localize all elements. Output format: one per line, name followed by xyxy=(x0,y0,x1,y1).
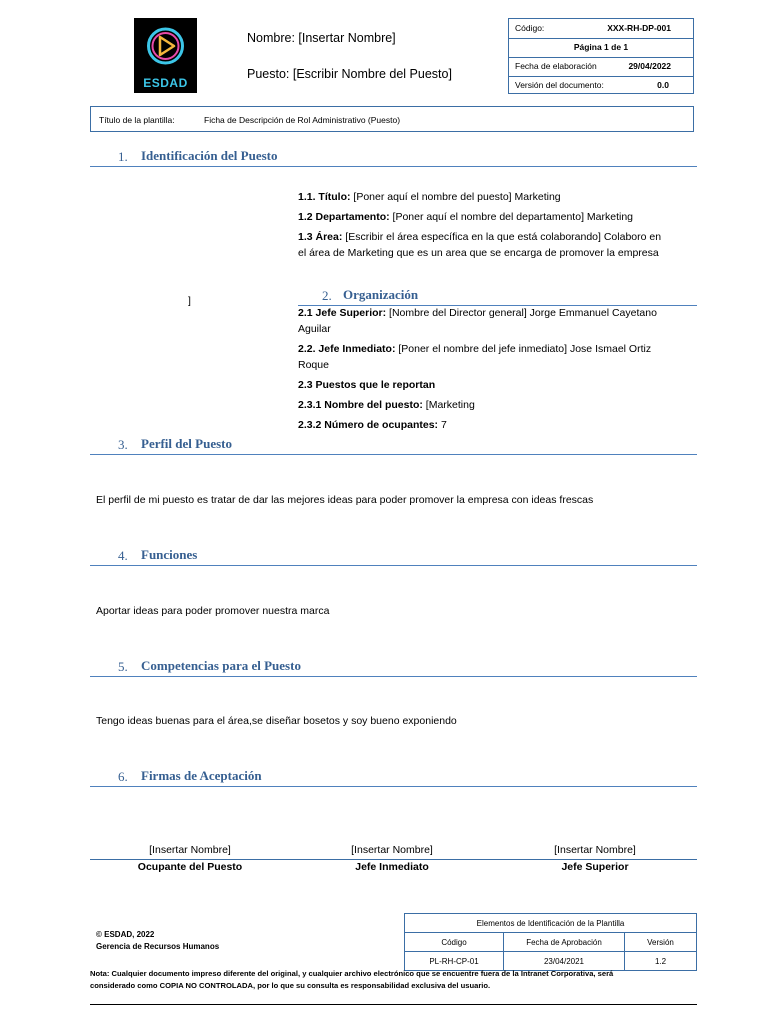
table-header-version: Versión xyxy=(625,933,697,952)
play-logo-icon xyxy=(134,18,197,78)
departamento-value: [Poner aquí el nombre del departamento] Marketing xyxy=(389,211,634,223)
table-cell-fecha: 23/04/2021 xyxy=(504,952,625,971)
jefe-superior-value: [Nombre del Director general] Jorge Emmanuel Cayetano xyxy=(386,307,657,319)
titulo-value: [Poner aquí el nombre del puesto] Marketing xyxy=(350,191,561,203)
perfil-text: El perfil de mi puesto es tratar de dar las mejores ideas para poder promover la empresa con ideas frescas xyxy=(96,494,594,506)
ocupantes-value: 7 xyxy=(438,419,447,431)
departamento-label: 1.2 Departamento: xyxy=(298,211,390,223)
jefe-superior-label: 2.1 Jefe Superior: xyxy=(298,307,387,319)
firma-superior-nombre: [Insertar Nombre] xyxy=(554,844,636,856)
nota-line2: considerado como COPIA NO CONTROLADA, por lo que su consulta es responsabilidad exclusiva del usuario. xyxy=(90,981,491,990)
footer-note xyxy=(90,968,697,992)
fecha-value: 29/04/2022 xyxy=(628,61,671,71)
gerencia: Gerencia de Recursos Humanos xyxy=(96,942,220,951)
bottom-divider xyxy=(90,1004,697,1005)
puestos-reportan: 2.3 Puestos que le reportan xyxy=(298,379,436,391)
footer-company xyxy=(96,929,219,953)
section-number: 5. xyxy=(118,659,128,674)
titulo-label: 1.1. Título: xyxy=(298,191,351,203)
codigo-label: Código: xyxy=(515,23,545,33)
nombre-puesto-label: 2.3.1 Nombre del puesto: xyxy=(298,399,423,411)
identificacion-content xyxy=(298,189,698,261)
section-5-heading xyxy=(90,658,697,677)
company-logo xyxy=(134,18,197,93)
document-meta-box xyxy=(508,18,694,94)
section-4-heading xyxy=(90,547,697,566)
jefe-inmediato-value: [Poner el nombre del jefe inmediato] Jose Ismael Ortiz xyxy=(395,343,652,355)
firma-ocupante-nombre: [Insertar Nombre] xyxy=(149,844,231,856)
area-value-line2: el área de Marketing que es un area que se encarga de promover la empresa xyxy=(298,247,659,259)
nombre-puesto-value: [Marketing xyxy=(422,399,475,411)
version-label: Versión del documento: xyxy=(515,80,604,90)
codigo-value: XXX-RH-DP-001 xyxy=(607,23,671,33)
stray-bracket: ] xyxy=(188,295,191,307)
section-number: 1. xyxy=(118,149,128,164)
ocupantes-label: 2.3.2 Número de ocupantes: xyxy=(298,419,439,431)
version-value: 0.0 xyxy=(657,80,669,90)
section-6-heading xyxy=(90,768,697,787)
table-cell-codigo: PL-RH-CP-01 xyxy=(405,952,504,971)
header-puesto: Puesto: [Escribir Nombre del Puesto] xyxy=(247,67,452,81)
section-title: Organización xyxy=(343,287,419,302)
firma-superior-rol: Jefe Superior xyxy=(561,861,629,873)
template-title-box xyxy=(90,106,694,132)
section-3-heading xyxy=(90,436,697,455)
pagina-label: Página 1 de 1 xyxy=(573,42,629,52)
header-name: Nombre: [Insertar Nombre] xyxy=(247,31,396,45)
area-label: 1.3 Área: xyxy=(298,231,343,243)
firma-inmediato-rol: Jefe Inmediato xyxy=(355,861,429,873)
area-value-line1: [Escribir el área específica en la que está colaborando] Colaboro en xyxy=(342,231,662,243)
organizacion-content xyxy=(298,305,698,433)
fecha-label: Fecha de elaboración xyxy=(515,61,597,71)
section-number: 2. xyxy=(322,288,332,303)
signature-line xyxy=(90,859,697,860)
competencias-text: Tengo ideas buenas para el área,se diseñar bosetos y soy bueno exponiendo xyxy=(96,715,457,727)
table-header-fecha: Fecha de Aprobación xyxy=(504,933,625,952)
section-title: Competencias para el Puesto xyxy=(141,658,301,673)
template-title-label: Título de la plantilla: xyxy=(99,115,175,125)
template-title-value: Ficha de Descripción de Rol Administrativo (Puesto) xyxy=(204,115,401,125)
section-title: Identificación del Puesto xyxy=(141,148,278,163)
section-title: Firmas de Aceptación xyxy=(141,768,262,783)
copyright: © ESDAD, 2022 xyxy=(96,930,155,939)
template-id-table xyxy=(404,913,697,971)
logo-text: ESDAD xyxy=(143,76,188,90)
firma-inmediato-nombre: [Insertar Nombre] xyxy=(351,844,433,856)
funciones-text: Aportar ideas para poder promover nuestra marca xyxy=(96,605,330,617)
section-1-heading xyxy=(90,148,697,167)
nota-line1: Nota: Cualquier documento impreso diferente del original, y cualquier archivo electrónico que se encuentre fuera de la Intranet Corporativa, será xyxy=(90,969,614,978)
table-header-codigo: Código xyxy=(405,933,504,952)
jefe-inmediato-label: 2.2. Jefe Inmediato: xyxy=(298,343,396,355)
section-number: 4. xyxy=(118,548,128,563)
firma-ocupante-rol: Ocupante del Puesto xyxy=(137,861,243,873)
jefe-inmediato-value-line2: Roque xyxy=(298,359,329,371)
section-title: Perfil del Puesto xyxy=(141,436,232,451)
table-title: Elementos de Identificación de la Plantilla xyxy=(405,914,697,933)
section-2-heading xyxy=(298,287,697,306)
section-number: 6. xyxy=(118,769,128,784)
section-title: Funciones xyxy=(141,547,198,562)
table-cell-version: 1.2 xyxy=(625,952,697,971)
section-number: 3. xyxy=(118,437,128,452)
jefe-superior-value-line2: Aguilar xyxy=(298,323,331,335)
